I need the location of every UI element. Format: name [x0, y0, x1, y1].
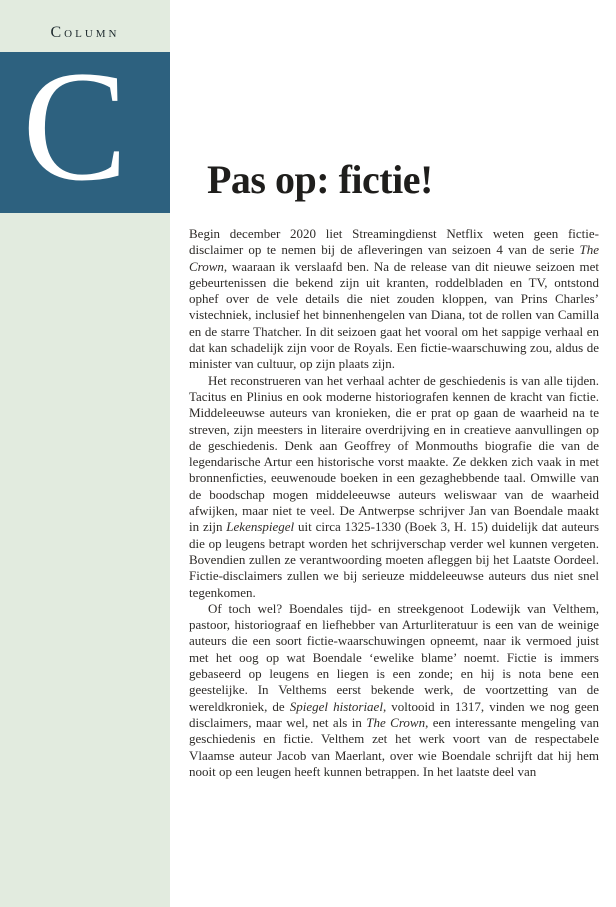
column-kicker: Column	[50, 24, 120, 41]
main-column	[170, 0, 616, 907]
article-body	[189, 226, 599, 780]
paragraph: Begin december 2020 liet Streamingdienst Netflix weten geen fictie-disclaimer op te nemen bij de afleveringen van seizoen 4 van de serie The Crown, waaraan ik verslaafd ben. Na de release van dit nieuwe seizoen met gebeurtenissen die bekend zijn uit kranten, roddelbladen en TV, ontstond ophef over de vele details die niet zouden kloppen, van Prins Charles’ vistechniek, inclusief het binnenhengelen van Diana, tot de rollen van Camilla en de starre Thatcher. In dit seizoen gaat het vooral om het sappige verhaal en dat kan schadelijk zijn voor de Royals. Een fictie-waarschuwing zou, aldus de minister van cultuur, op zijn plaats zijn.	[189, 226, 599, 372]
dropcap-box	[0, 38, 170, 214]
paragraph: Het reconstrueren van het verhaal achter de geschiedenis is van alle tijden. Tacitus en Plinius en ook moderne historiografen kennen de kracht van fictie. Middeleeuwse auteurs van kronieken, die er prat op gaan de waarheid na te streven, zijn meesters in literaire overdrijving en in creatieve aanvullingen op de geschiedenis. Denk aan Geoffrey of Monmouths biografie die van de legendarische Artur een historische vorst maakte. Ze dekken zich vaak in met bronnenficties, eeuwenoude boeken in een gezaghebbende taal. Omwille van de boodschap mogen middeleeuwse auteurs weliswaar van de waarheid afwijken, maar niet te veel. De Antwerpse schrijver Jan van Boendale maakt in zijn Lekenspiegel uit circa 1325-1330 (Boek 3, H. 15) duidelijk dat auteurs die op leugens betrapt worden het schrijverschap verder wel kunnen vergeten. Bovendien zullen ze verantwoording moeten afleggen bij het Laatste Oordeel. Fictie-disclaimers zullen we bij serieuze middeleeuwse auteurs dus niet snel tegenkomen.	[189, 372, 600, 600]
page-title: Pas op: fictie!	[207, 157, 433, 202]
dropcap-letter: C	[22, 38, 128, 214]
paragraph: Of toch wel? Boendales tijd- en streekgenoot Lodewijk van Velthem, pastoor, historiograaf en liefhebber van Arturliteratuur is een van de weinige auteurs die een soort fictie-waarschuwingen opneemt, naar ik vermoed juist met het oog op wat Boendale ‘ewelike blame’ noemt. Fictie is immers gebaseerd op leugens en liegen is een zonde; en hij is nota bene een geestelijke. In Velthems eerst bekende werk, de voortzetting van de wereldkroniek, de Spiegel historiael, voltooid in 1317, vinden we nog geen disclaimers, maar wel, net als in The Crown, een interessante mengeling van geschiedenis en fictie. Velthem zet het werk voort van de respectabele Vlaamse auteur Jacob van Maerlant, over wie Boendale schrijft dat hij hem nooit op een leugen heeft kunnen betrappen. In het laatste deel van	[189, 600, 600, 779]
